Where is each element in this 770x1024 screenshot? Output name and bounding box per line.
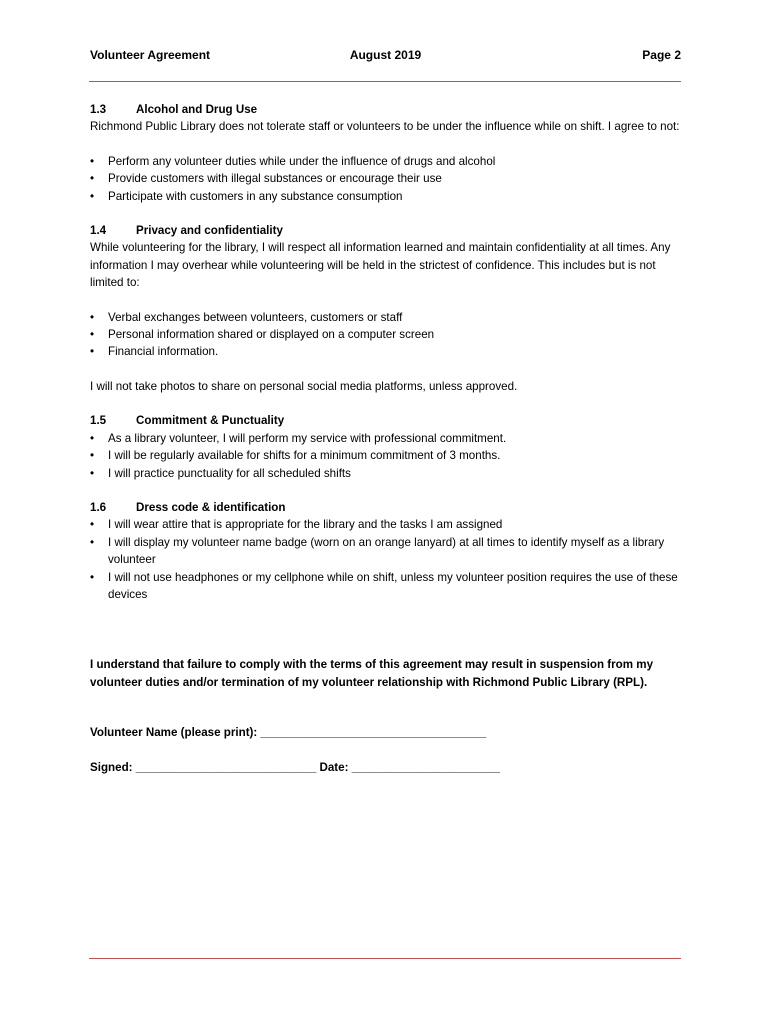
list-item: • I will not use headphones or my cellphone while on shift, unless my volunteer position requires the use of these devices (90, 569, 682, 604)
section-title: Commitment & Punctuality (136, 414, 285, 428)
section-heading (90, 101, 682, 118)
section-heading (90, 499, 682, 516)
list-item: • Personal information shared or displayed on a computer screen (90, 326, 682, 343)
section-intro: While volunteering for the library, I will respect all information learned and maintain confidentiality at all times. Any information I may overhear while volunteering will be held in the strictest of confidence. This includes but is not limited to: (90, 241, 671, 290)
header-date: August 2019 (349, 48, 422, 62)
section-alcohol-drug-use (90, 101, 682, 205)
section-title: Dress code & identification (136, 500, 286, 514)
section-privacy (90, 222, 682, 395)
section-title: Privacy and confidentiality (136, 224, 283, 238)
section-note: I will not take photos to share on personal social media platforms, unless approved. (90, 379, 518, 393)
section-title: Alcohol and Drug Use (136, 103, 258, 116)
bullet-list (90, 153, 682, 205)
section-heading (90, 412, 682, 429)
list-item: • As a library volunteer, I will perform my service with professional commitment. (90, 430, 682, 447)
bullet-list (90, 309, 682, 361)
section-number: 1.5 (90, 414, 107, 428)
list-item: • Participate with customers in any substance consumption (90, 188, 682, 205)
header-divider (89, 81, 681, 82)
list-item: • I will wear attire that is appropriate for the library and the tasks I am assigned (90, 516, 682, 533)
section-number: 1.6 (90, 500, 107, 514)
footer-divider (89, 958, 681, 959)
list-item: • I will practice punctuality for all scheduled shifts (90, 465, 682, 482)
document-body (90, 101, 682, 776)
section-number: 1.3 (90, 103, 107, 116)
section-number: 1.4 (90, 224, 107, 238)
list-item: • Verbal exchanges between volunteers, customers or staff (90, 309, 682, 326)
header-title: Volunteer Agreement (90, 48, 211, 62)
list-item: • I will be regularly available for shifts for a minimum commitment of 3 months. (90, 447, 682, 464)
list-item: • Perform any volunteer duties while under the influence of drugs and alcohol (90, 153, 682, 170)
section-dress-code (90, 499, 682, 603)
section-commitment (90, 412, 682, 482)
section-intro: Richmond Public Library does not tolerate staff or volunteers to be under the influence while on shift. I agree to not: (90, 120, 680, 134)
page-header (90, 47, 681, 65)
header-page-number: Page 2 (642, 48, 681, 62)
list-item: • I will display my volunteer name badge (worn on an orange lanyard) at all times to identify myself as a library volunteer (90, 534, 682, 569)
agreement-statement: I understand that failure to comply with the terms of this agreement may result in suspension from my volunteer duties and/or termination of my volunteer relationship with Richmond Public Library (RPL). (90, 658, 654, 689)
bullet-list (90, 516, 682, 603)
bullet-list (90, 430, 682, 482)
signature-date-field[interactable]: Signed: ____________________________ Date: _______________________ (90, 760, 501, 774)
section-heading (90, 222, 682, 239)
volunteer-name-field[interactable]: Volunteer Name (please print): ___________________________________ (90, 726, 487, 740)
list-item: • Financial information. (90, 343, 682, 360)
list-item: • Provide customers with illegal substances or encourage their use (90, 170, 682, 187)
